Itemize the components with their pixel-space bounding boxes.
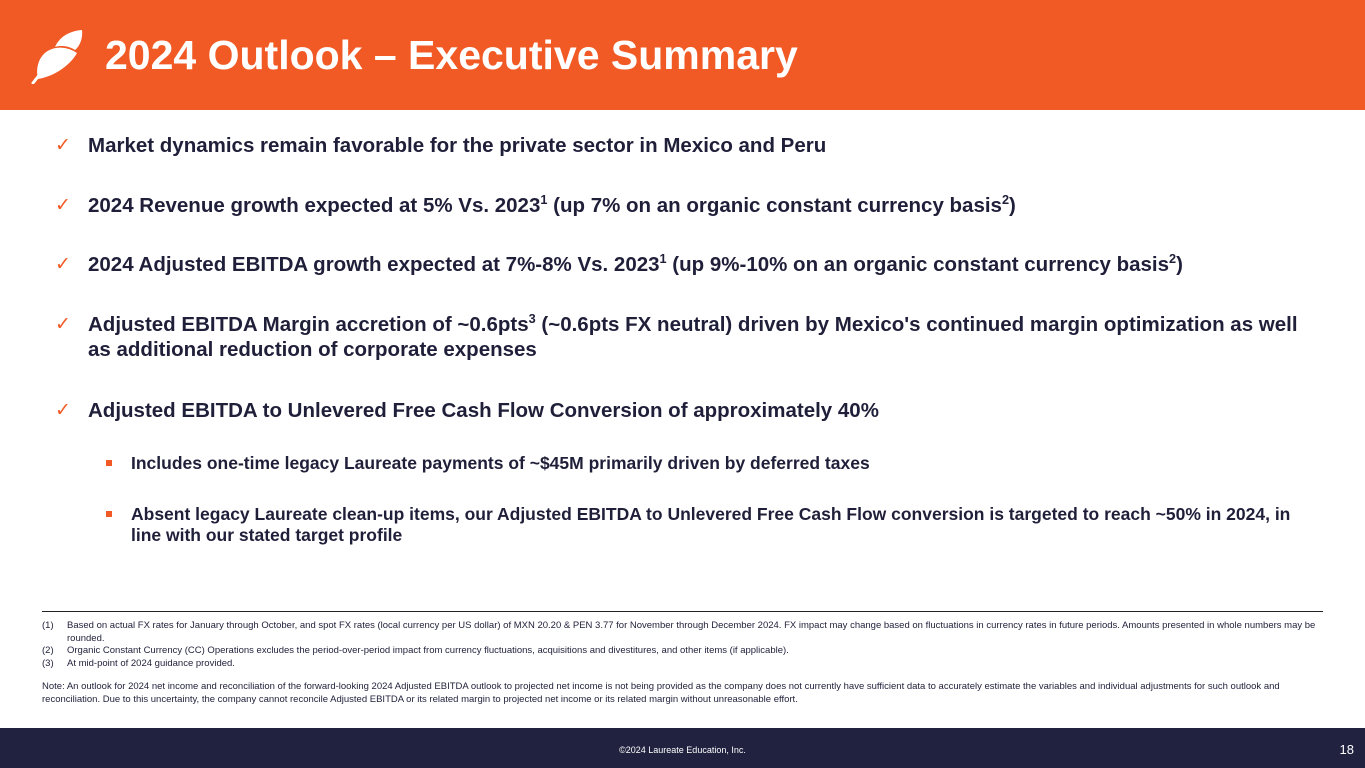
laureate-leaf-logo-icon [30,28,88,84]
footnote-number: (1) [42,620,54,631]
bullet-text: 2024 Revenue growth expected at 5% Vs. 2023$^1$ (up 7% on an organic constant currency basis$^2$) [88,192,1016,217]
footnote-text: Based on actual FX rates for January through October, and spot FX rates (local currency per US dollar) of MXN 20.20 & PEN 3.77 for November through December 2024. FX impact may change based on fluctuations in currency rates in future periods. Amounts presented in whole numbers may be rounded. [67,620,1316,644]
checkmark-icon: ✓ [55,134,71,156]
page-number: 18 [1339,742,1354,757]
bullet-text: Adjusted EBITDA Margin accretion of ~0.6pts$^3$ (~0.6pts FX neutral) driven by Mexico's continued margin optimization as well as additional reduction of corporate expenses [88,311,1298,361]
footnote-ref: 3 [528,311,536,327]
bullet-market-dynamics [55,133,1315,158]
bullet-ebitda-margin [55,312,1315,362]
footnote-1 [42,620,1327,645]
footnote-text: Organic Constant Currency (CC) Operations excludes the period-over-period impact from currency fluctuations, acquisitions and divestitures, and other items (if applicable). [67,645,789,656]
checkmark-icon: ✓ [55,194,71,216]
header-bar [0,0,1365,110]
footnote-number: (2) [42,645,54,656]
bullet-ebitda-growth [55,252,1315,277]
bullet-text: 2024 Adjusted EBITDA growth expected at 7%-8% Vs. 2023$^1$ (up 9%-10% on an organic constant currency basis$^2$) [88,251,1183,276]
footnote-divider [42,611,1323,612]
sub-bullet-text: Includes one-time legacy Laureate payments of ~$45M primarily driven by deferred taxes [131,453,870,473]
footnote-ref: 1 [540,192,548,208]
bullet-text: Market dynamics remain favorable for the private sector in Mexico and Peru [88,134,827,157]
footnote-2 [42,645,1327,658]
bullet-revenue-growth [55,193,1315,218]
footnote-ref: 2 [1169,251,1177,267]
square-bullet-icon [106,511,112,517]
square-bullet-icon [106,460,112,466]
disclaimer-note: Note: An outlook for 2024 net income and reconciliation of the forward-looking 2024 Adjusted EBITDA outlook to projected net income is not being provided as the company does not currently have sufficient data to accurately estimate the variables and individual adjustments for such outlook and reconciliation. Due to this uncertainty, the company cannot reconcile Adjusted EBITDA or its related margin to projected net income or its related margin without unreasonable effort. [42,681,1280,705]
copyright-text: ©2024 Laureate Education, Inc. [619,745,746,755]
sub-bullet-conversion-target [106,504,1306,546]
footnote-ref: 1 [659,251,667,267]
checkmark-icon: ✓ [55,399,71,421]
footnote-3 [42,658,1327,671]
footnote-number: (3) [42,657,54,669]
bullet-cash-flow-conversion [55,398,1315,423]
page-title: 2024 Outlook – Executive Summary [105,32,798,78]
footnote-text: At mid-point of 2024 guidance provided. [67,657,235,669]
checkmark-icon: ✓ [55,253,71,275]
footer-bar [0,728,1365,768]
sub-bullet-text: Absent legacy Laureate clean-up items, our Adjusted EBITDA to Unlevered Free Cash Flow conversion is targeted to reach ~50% in 2024, in line with our stated target profile [131,504,1291,545]
checkmark-icon: ✓ [55,313,71,335]
footnotes [42,620,1327,706]
footnote-ref: 2 [1001,192,1010,208]
sub-bullet-legacy-payments [106,453,1306,474]
bullet-text: Adjusted EBITDA to Unlevered Free Cash Flow Conversion of approximately 40% [88,399,879,422]
